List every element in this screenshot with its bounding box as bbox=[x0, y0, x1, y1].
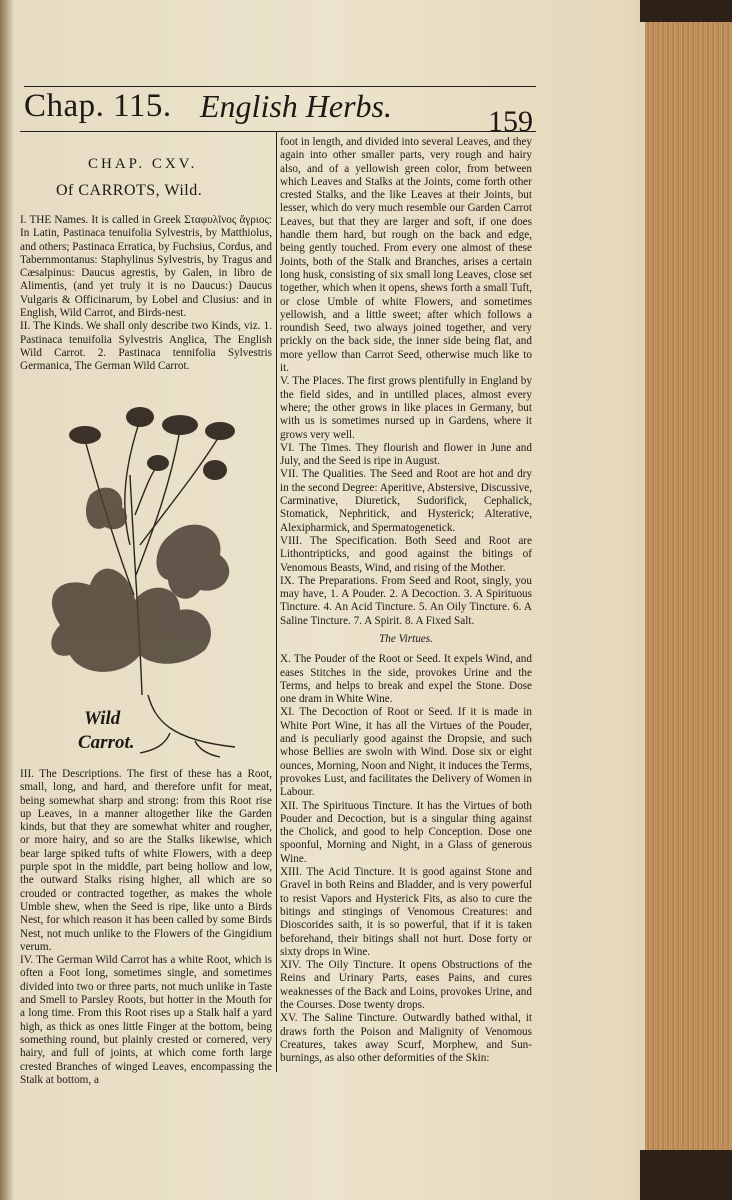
paragraph-virtue-spirituous: XII. The Spirituous Tincture. It has the Virtues of both Pouder and Decoction, but is a singular thing against the Cholick, and good to help Conception. Dose one spoonful, Morning and Night, in a Glass of generous Wine. bbox=[280, 799, 532, 865]
illustration-label-carrot: Carrot. bbox=[78, 732, 135, 753]
spine-shadow bbox=[0, 0, 14, 1200]
leaf-cluster bbox=[86, 488, 127, 530]
virtues-heading: The Virtues. bbox=[379, 632, 433, 645]
paragraph-kinds: II. The Kinds. We shall only describe two Kinds, viz. 1. Pastinaca tenuifolia Sylvestris Anglica, The English Wild Carrot. 2. Pastinaca tennifolia Sylvestris Germanica, The German Wild Carrot. bbox=[20, 320, 272, 373]
chapter-heading: CHAP. CXV. bbox=[88, 156, 198, 172]
paragraph-virtue-acid: XIII. The Acid Tincture. It is good against Stone and Gravel in both Reins and Bladder, and is very powerful to resist Vapors and Hysterick Fits, as also to cure the bitings and stingings of Venomous Creatures: and Dioscorides saith, it is so powerful, that if it is taken beforehand, their bitings shall not hurt. Dose forty or sixty drops in Wine. bbox=[280, 866, 532, 958]
left-column-bottom bbox=[20, 768, 272, 1087]
book-fore-edge bbox=[645, 0, 732, 1200]
left-column-top bbox=[20, 214, 272, 374]
paragraph-times: VI. The Times. They flourish and flower in June and July, and the Seed is ripe in August. bbox=[280, 441, 532, 468]
right-column bbox=[280, 136, 532, 1065]
stem-branch bbox=[135, 465, 158, 515]
paragraph-virtue-saline: XV. The Saline Tincture. Outwardly bathed withal, it draws forth the Poison and Malignity of Venomous Creatures, takes away Scurf, Morphew, and Sun-burnings, as also other deformities of the Skin: bbox=[280, 1012, 532, 1065]
column-divider bbox=[276, 132, 277, 1072]
flower-umbel bbox=[205, 422, 235, 440]
paragraph-descriptions: III. The Descriptions. The first of these has a Root, small, long, and hard, and therefore unfit for meat, being somewhat sharp and strong: from this Root rise up Leaves, in a manner altogether like the Garden kinds, but that they are somewhat whiter and rougher, or more hairy, and so are the Stalks likewise, which bear large spiked tufts of white Flowers, with a deep purple spot in the middle, part being hollow and low, the outward Stalks rising higher, all which are so crouded or contracted together, as makes the whole Umble shew, when the Seed is ripe, like unto a Birds Nest, for which reason it has been called by some Birds Nest, not much unlike to the Flowers of the Gingidium verum. bbox=[20, 768, 272, 953]
background-dark-bottom bbox=[640, 1150, 732, 1200]
flower-umbel bbox=[69, 426, 101, 444]
paragraph-preparations: IX. The Preparations. From Seed and Root, singly, you may have, 1. A Pouder. 2. A Decoction. 3. A Spirituous Tincture. 4. An Acid Tincture. 5. An Oily Tincture. 6. A Saline Tincture. 7. A Spirit. 8. A Fixed Salt. bbox=[280, 574, 532, 627]
paragraph-virtue-oily: XIV. The Oily Tincture. It opens Obstructions of the Reins and Urinary Parts, eases Pains, and cures weaknesses of the Back and Loins, provokes Urine, and the Courses. Dose twenty drops. bbox=[280, 959, 532, 1011]
paragraph-qualities: VII. The Qualities. The Seed and Root are hot and dry in the second Degree: Aperitive, Abstersive, Discussive, Carminative, Diuretick, Sudorifick, Cephalick, Stomatick, Nephritick, and Hysterick; Alterative, Alexipharmick, and Spermatogenetick. bbox=[280, 468, 532, 534]
header-rule-top bbox=[24, 86, 536, 87]
paragraph-names: I. THE Names. It is called in Greek Σταφυλῖνος ἄγριος: In Latin, Pastinaca tenuifolia Sylvestris, by Matthiolus, and others; Pastinaca Erratica, by Fuchsius, Cordus, and Tabernmontanus: Staphylinus Sylvestris, by Tragus and Cæsalpinus: Daucus agrestis, by Galen, in libro de Alimentis, (and yet truly it is no Daucus:) Daucus Vulgaris & Officinarum, by Lobel and Clusius: and in English, Wild Carrot, and Birds-nest. bbox=[20, 214, 272, 320]
running-head-title: English Herbs. bbox=[200, 88, 392, 124]
flower-umbel bbox=[147, 455, 169, 471]
background-dark-top bbox=[640, 0, 732, 22]
paragraph-virtue-pouder: X. The Pouder of the Root or Seed. It expels Wind, and eases Stitches in the side, provokes Urine and the Terms, and helps to break and expel the Stone. Dose one dram in White Wine. bbox=[280, 653, 532, 706]
illustration-label-wild: Wild bbox=[84, 708, 121, 729]
rootlet-2 bbox=[195, 741, 220, 757]
running-head-chapter: Chap. 115. bbox=[24, 88, 172, 124]
page-number: 159 bbox=[488, 105, 533, 138]
flower-umbel bbox=[126, 407, 154, 427]
header-rule-bottom bbox=[20, 131, 536, 132]
flower-umbel bbox=[203, 460, 227, 480]
chapter-subtitle: Of CARROTS, Wild. bbox=[56, 182, 203, 199]
paragraph-virtue-decoction: XI. The Decoction of Root or Seed. If it is made in White Port Wine, it has all the Virtues of the Pouder, and is peculiarly good against the Dropsie, and such whose Bellies are swoln with Wind. Dose six or eight ounces, Morning, Noon and Night, it induces the Terms, provokes Lust, and facilitates the Delivery of Women in Labour. bbox=[280, 706, 532, 799]
flower-umbel bbox=[162, 415, 198, 435]
paragraph-description-continued: foot in length, and divided into several Leaves, and they again into other smaller parts, very rough and hairy also, and of a yellowish green color, from between which Leaves and Stalks at the Joints, come forth other crested Stalks, and the like Leaves at their Joints, but lesser, which do very much resemble our Garden Carrot Leaves, but that they are larger and soft, if one does handle them hard, but rough on the back and edge, being gently touched. From every one almost of these Joints, both of the Stalk and Branches, arises a certain long husk, consisting of six small long Leaves, close set together, which when it opens, shews forth a small Tuft, or close Umble of white Flowers, and sometimes yellowish, and a little sweet; after which follows a roundish Seed, two always joined together, and very prickly on the back side, the inner side being flat, and more yellow than Carrot Seed, otherwise much like to it. bbox=[280, 136, 532, 375]
root bbox=[148, 695, 235, 747]
paragraph-german-carrot: IV. The German Wild Carrot has a white Root, which is often a Foot long, sometimes single, and sometimes divided into two or three parts, not much unlike in Taste and Smell to Parsley Roots, but hotter in the Mouth for a long time. From this Root rises up a Stalk half a yard high, as thick as ones little Finger at the bottom, being something round, but plainly crested or cornered, very hairy, and full of joints, at which come forth large crested Branches of winged Leaves, encompassing the Stalk at bottom, a bbox=[20, 954, 272, 1086]
paragraph-specification: VIII. The Specification. Both Seed and Root are Lithontripticks, and good against the bitings of Venomous Beasts, Wind, and rising of the Mother. bbox=[280, 534, 532, 574]
paragraph-places: V. The Places. The first grows plentifully in England by the field sides, and in untilled places, almost every where; the other grows in like places in Germany, but with us is sometimes nursed up in Gardens, where it grows very well. bbox=[280, 375, 532, 441]
wild-carrot-woodcut-illustration bbox=[30, 395, 250, 760]
rootlet-1 bbox=[140, 733, 170, 753]
leaf-cluster bbox=[156, 525, 229, 599]
